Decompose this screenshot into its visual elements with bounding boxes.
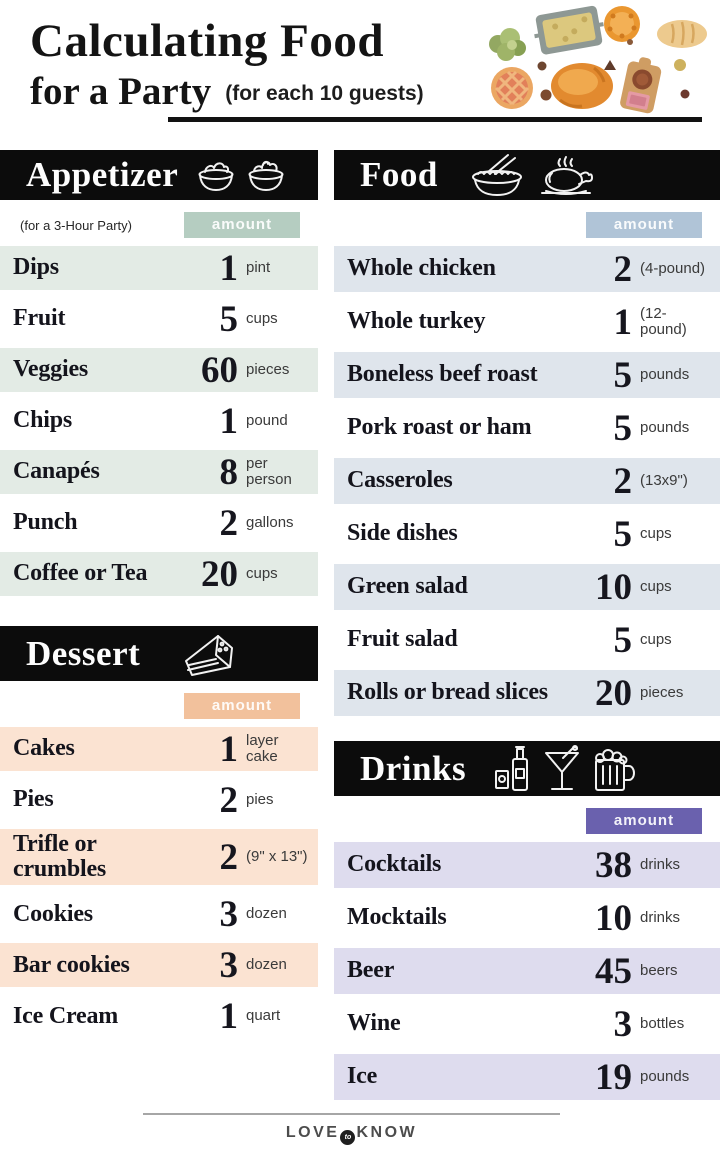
table-row [334, 1054, 720, 1100]
dessert-meta [0, 693, 318, 719]
berry-icon [538, 62, 547, 71]
appetizer-meta [0, 212, 318, 238]
unit-label: pieces [246, 360, 290, 378]
unit-label: pound [246, 411, 288, 429]
appetizer-note: (for a 3-Hour Party) [20, 217, 132, 233]
table-row [334, 670, 720, 716]
table-row [334, 352, 720, 398]
item-label: Punch [13, 509, 78, 536]
quantity-value: 3 [613, 1003, 632, 1045]
unit-label: (4-pound) [640, 259, 706, 277]
item-label: Fruit salad [347, 626, 458, 653]
page-title-line2: for a Party [30, 70, 212, 113]
unit-label: dozen [246, 956, 287, 974]
unit-label: cups [246, 564, 278, 582]
casserole-tray-icon [531, 4, 607, 56]
amount-column-header: amount [586, 212, 702, 238]
unit-label: cups [640, 524, 672, 542]
table-row [334, 617, 720, 663]
item-label: Dips [13, 254, 59, 281]
item-label: Whole turkey [347, 308, 486, 335]
table-row [0, 829, 318, 885]
item-label: Side dishes [347, 520, 458, 547]
quantity-value: 5 [613, 354, 632, 396]
table-row [334, 458, 720, 504]
section-drinks [334, 741, 720, 1100]
item-label: Coffee or Tea [13, 560, 148, 587]
table-row [0, 778, 318, 822]
quantity-value: 45 [595, 950, 632, 992]
table-row [0, 501, 318, 545]
drinks-header-bar [334, 741, 720, 796]
quantity-value: 1 [219, 247, 238, 289]
item-label: Cakes [13, 735, 75, 762]
quantity-value: 38 [595, 844, 632, 886]
quantity-value: 2 [219, 502, 238, 544]
food-rows [334, 246, 720, 716]
bread-icon [657, 20, 707, 48]
item-label: Veggies [13, 356, 89, 383]
unit-label: layer cake [246, 731, 279, 765]
drinks-title: Drinks [360, 748, 467, 788]
table-row [334, 246, 720, 292]
table-row [334, 948, 720, 994]
unit-label: pounds [640, 365, 690, 383]
item-label: Cookies [13, 900, 93, 927]
unit-label: per person [246, 454, 292, 488]
item-label: Fruit [13, 305, 66, 332]
unit-label: beers [640, 961, 678, 979]
footer-divider [143, 1113, 560, 1115]
appetizer-header-bar [0, 150, 318, 200]
unit-label: pounds [640, 418, 690, 436]
item-label: Bar cookies [13, 951, 130, 978]
item-label: Ice [347, 1063, 378, 1090]
brand-dot-icon: to [340, 1130, 355, 1145]
table-row [0, 399, 318, 443]
table-row [0, 552, 318, 596]
quantity-value: 3 [219, 944, 238, 986]
item-label: Canapés [13, 458, 100, 485]
quantity-value: 2 [219, 836, 238, 878]
quantity-value: 5 [613, 407, 632, 449]
table-row [0, 297, 318, 341]
dessert-rows [0, 727, 318, 1038]
section-food [334, 150, 720, 716]
appetizer-rows [0, 246, 318, 596]
berry-icon [627, 39, 633, 45]
dessert-header-bar [0, 626, 318, 681]
quantity-value: 20 [201, 553, 238, 595]
quantity-value: 8 [219, 451, 238, 493]
roast-icon [551, 63, 613, 109]
quantity-value: 2 [613, 460, 632, 502]
unit-label: quart [246, 1007, 281, 1025]
amount-column-header: amount [586, 808, 702, 834]
table-row [0, 892, 318, 936]
cake-slice-icon [182, 631, 234, 677]
table-row [334, 405, 720, 451]
martini-icon [542, 745, 582, 793]
seed-icon [604, 60, 616, 70]
roast-turkey-icon [534, 153, 598, 197]
quantity-value: 5 [219, 298, 238, 340]
dessert-title: Dessert [26, 633, 141, 673]
quantity-value: 10 [595, 566, 632, 608]
unit-label: gallons [246, 513, 294, 531]
table-row [0, 348, 318, 392]
beer-mug-icon [592, 745, 636, 793]
brand-logo [143, 1124, 560, 1145]
item-label: Pork roast or ham [347, 414, 532, 441]
table-row [0, 450, 318, 494]
unit-label: (12-pound) [640, 304, 687, 338]
quantity-value: 1 [219, 728, 238, 770]
quantity-value: 2 [613, 248, 632, 290]
item-label: Trifle or crumbles [13, 831, 107, 883]
unit-label: pies [246, 790, 274, 808]
greens-icon [489, 28, 526, 61]
olive-icon [674, 59, 686, 71]
quantity-value: 60 [201, 349, 238, 391]
item-label: Ice Cream [13, 1002, 119, 1029]
brand-text-right: KNOW [356, 1124, 418, 1141]
quantity-value: 1 [219, 400, 238, 442]
unit-label: pint [246, 258, 271, 276]
item-label: Green salad [347, 573, 468, 600]
content-columns [0, 150, 720, 1107]
table-row [334, 895, 720, 941]
left-column [0, 150, 318, 1107]
item-label: Mocktails [347, 904, 447, 931]
item-label: Rolls or bread slices [347, 679, 548, 706]
pie-icon [491, 67, 533, 109]
drinks-rows [334, 842, 720, 1100]
quantity-value: 5 [613, 619, 632, 661]
table-row [334, 511, 720, 557]
unit-label: cups [246, 309, 278, 327]
quantity-value: 2 [219, 779, 238, 821]
page-subtitle: (for each 10 guests) [225, 82, 424, 105]
table-row [334, 1001, 720, 1047]
unit-label: cups [640, 577, 672, 595]
quantity-value: 5 [613, 513, 632, 555]
header [0, 0, 720, 150]
page-title: Calculating Food [30, 15, 385, 67]
quantity-value: 1 [613, 301, 632, 343]
unit-label: drinks [640, 855, 681, 873]
item-label: Cocktails [347, 851, 442, 878]
dip-bowl-icon [246, 157, 286, 193]
food-meta [334, 212, 720, 238]
section-dessert [0, 626, 318, 1038]
item-label: Whole chicken [347, 255, 496, 282]
item-label: Chips [13, 407, 73, 434]
right-column [334, 150, 720, 1107]
unit-label: (9" x 13") [246, 847, 308, 865]
quantity-value: 20 [595, 672, 632, 714]
food-illustration [482, 2, 714, 114]
tart-icon [604, 6, 640, 42]
table-row [334, 564, 720, 610]
unit-label: dozen [246, 905, 287, 923]
item-label: Boneless beef roast [347, 361, 538, 388]
unit-label: cups [640, 630, 672, 648]
amount-column-header: amount [184, 693, 300, 719]
quantity-value: 19 [595, 1056, 632, 1098]
quantity-value: 10 [595, 897, 632, 939]
item-label: Pies [13, 786, 54, 813]
table-row [0, 943, 318, 987]
cutting-board-icon [619, 54, 663, 114]
food-title: Food [360, 155, 438, 194]
quantity-value: 3 [219, 893, 238, 935]
bottle-glass-icon [494, 745, 532, 793]
unit-label: bottles [640, 1014, 685, 1032]
food-header-bar [334, 150, 720, 200]
table-row [334, 299, 720, 345]
brand-text-left: LOVE [285, 1124, 340, 1141]
item-label: Beer [347, 957, 395, 984]
noodle-bowl-icon [470, 153, 524, 197]
dip-bowl-icon [196, 157, 236, 193]
berry-icon [541, 90, 552, 101]
table-row [334, 842, 720, 888]
unit-label: (13x9") [640, 471, 688, 489]
section-appetizer [0, 150, 318, 596]
table-row [0, 994, 318, 1038]
drinks-meta [334, 808, 720, 834]
table-row [0, 246, 318, 290]
appetizer-title: Appetizer [26, 155, 179, 194]
item-label: Wine [347, 1010, 401, 1037]
item-label: Casseroles [347, 467, 453, 494]
unit-label: pieces [640, 683, 684, 701]
header-divider [168, 117, 702, 122]
table-row [0, 727, 318, 771]
amount-column-header: amount [184, 212, 300, 238]
quantity-value: 1 [219, 995, 238, 1037]
unit-label: drinks [640, 908, 681, 926]
berry-icon [681, 90, 690, 99]
unit-label: pounds [640, 1067, 690, 1085]
